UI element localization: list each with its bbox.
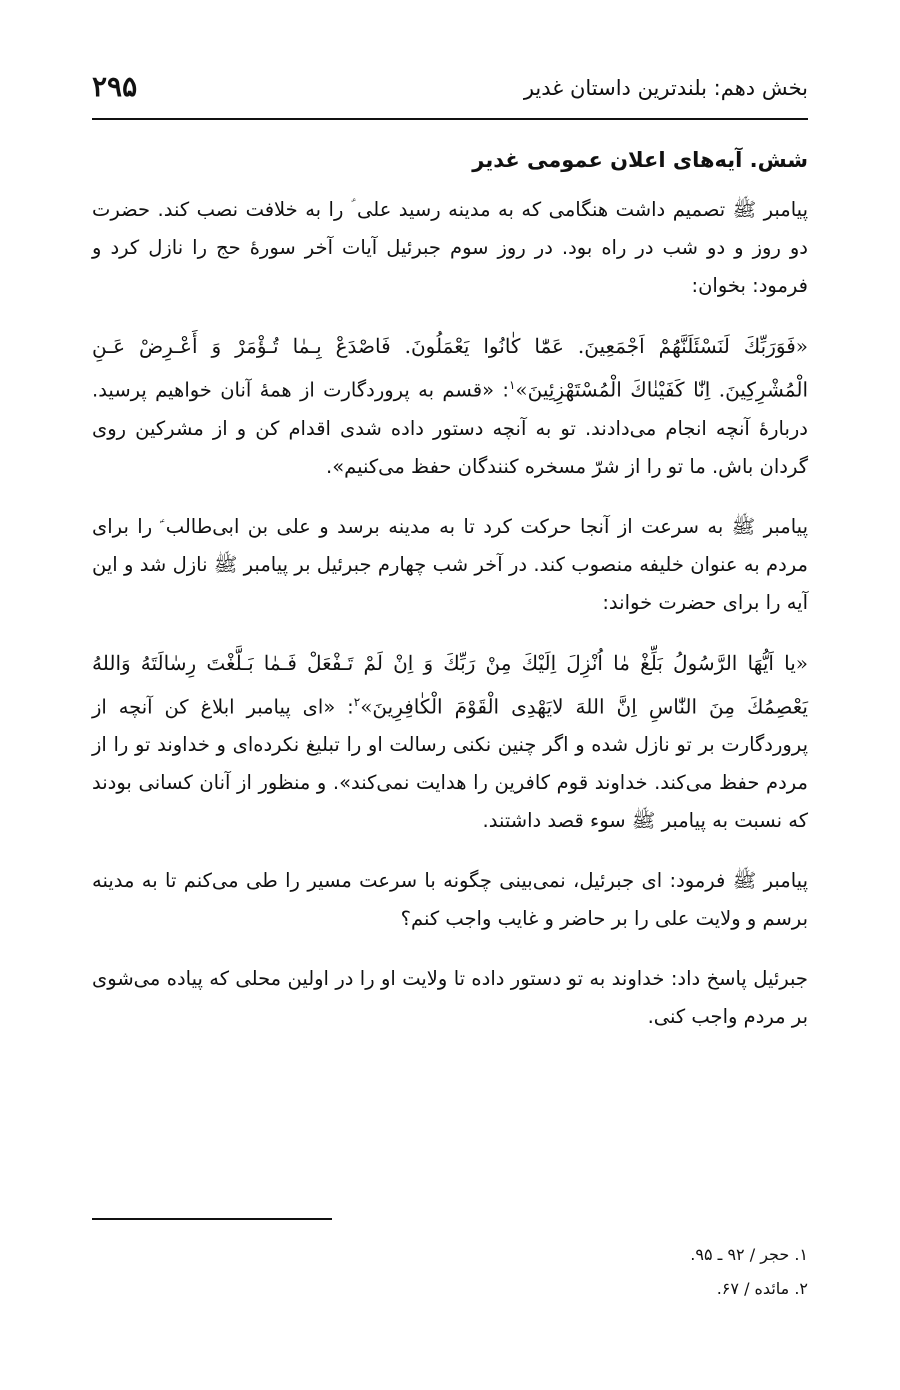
- paragraph-2: [92, 327, 808, 486]
- header-divider: [92, 118, 808, 120]
- section-title: شش. آیه‌های اعلان عمومی غدیر: [472, 148, 808, 172]
- footnote-mark-2: ۲: [353, 694, 361, 709]
- paragraph-6: جبرئیل پاسخ داد: خداوند به تو دستور داده تا ولایت او را در اولین محلی که پیاده می‌شوی بر مردم واجب کنی.: [92, 967, 808, 1028]
- quran-verse-2: «يا اَيُّهَا الرَّسُولُ بَلِّغْ مٰا اُنْزِلَ اِلَيْكَ مِنْ رَبِّكَ وَ اِنْ لَمْ تَـفْعَلْ فَـمٰا بَـلَّغْتَ رِسٰالَتَهُ وَاللهُ يَعْصِمُكَ مِنَ النّٰاسِ اِنَّ اللهَ لايَهْدِى الْقَوْمَ الْكٰافِرِينَ»: [92, 650, 808, 718]
- chapter-title: بخش دهم: بلندترین داستان غدیر: [523, 76, 808, 100]
- paragraph-3: پیامبر ﷺ به سرعت از آنجا حرکت کرد تا به مدینه برسد و علی بن ابی‌طالب ؑ را برای مردم به عنوان خلیفه منصوب کند. در آخر شب چهارم جبرئیل بر پیامبر ﷺ نازل شد و این آیه را برای حضرت خواند:: [92, 514, 808, 614]
- paragraph-5: پیامبر ﷺ فرمود: ای جبرئیل، نمی‌بینی چگونه با سرعت مسیر را طی می‌کنم تا به مدینه برسم و ولایت علی را بر حاضر و غایب واجب کنم؟: [92, 869, 808, 930]
- footnote-divider: [92, 1218, 332, 1220]
- paragraph-4: [92, 644, 808, 841]
- paragraph-1: پیامبر ﷺ تصمیم داشت هنگامی که به مدینه رسید علی ؑ را به خلافت نصب کند. حضرت دو روز و دو شب در راه بود. در روز سوم جبرئیل آیات آخر سورهٔ حج را نازل کرد و فرمود: بخوان:: [92, 198, 808, 297]
- verse-translation-1: : «قسم به پروردگارت از همهٔ آنان خواهیم پرسید. دربارهٔ آنچه انجام می‌دادند. تو به آنچه دستور داده شدی اقدام کن و از مشرکین روی گردان باش. ما تو را از شرّ مسخره کنندگان حفظ می‌کنیم».: [92, 378, 808, 478]
- page-number: ۲۹۵: [92, 70, 138, 103]
- footnote-1: ۱. حجر / ۹۲ ـ ۹۵.: [690, 1245, 808, 1264]
- page-header: [92, 68, 808, 118]
- verse-translation-2: : «ای پیامبر ابلاغ کن آنچه از پروردگارت بر تو نازل شده و اگر چنین نکنی رسالت او را تبلیغ نکرده‌ای و خداوند تو را از مردم حفظ می‌کند. خداوند قوم کافرین را هدایت نمی‌کند». و منظور از آنان کسانی بودند که نسبت به پیامبر ﷺ سوء قصد داشتند.: [92, 695, 808, 832]
- footnote-mark-1: ۱: [508, 378, 516, 392]
- page-body: [92, 143, 808, 1036]
- footnotes: [92, 1238, 808, 1306]
- footnote-2: ۲. مائده / ۶۷.: [716, 1279, 808, 1298]
- quran-verse-1: «فَوَرَبِّكَ لَنَسْئَلَنَّهُمْ اَجْمَعِينَ. عَمّٰا كٰانُوا يَعْمَلُونَ. فَاصْدَعْ بِـمٰا تُـؤْمَرْ وَ أَعْـرِضْ عَـنِ الْمُشْرِكِينَ. اِنّٰا كَفَيْنٰاكَ الْمُسْتَهْزِئِينَ»: [92, 334, 809, 402]
